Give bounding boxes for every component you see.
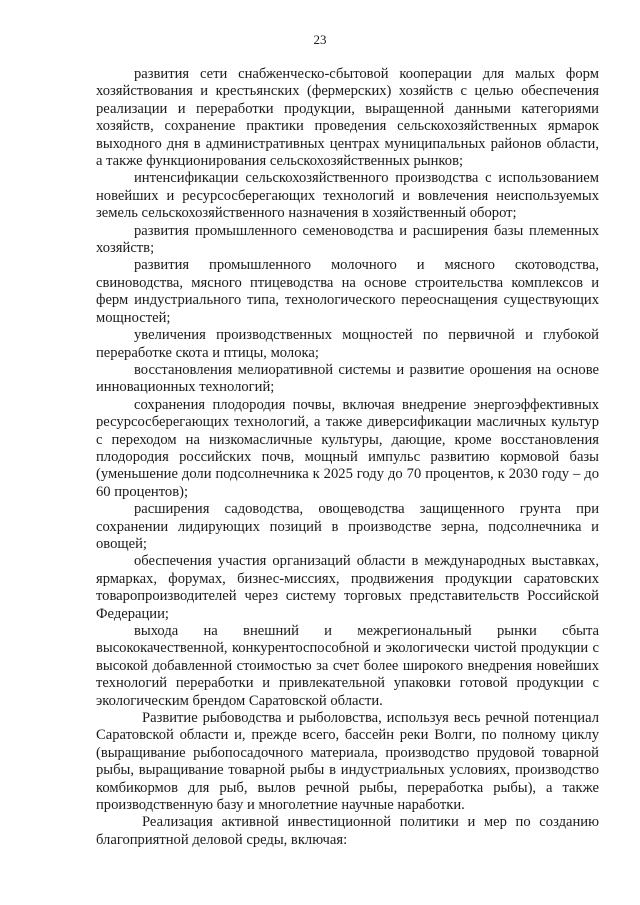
paragraph-external-markets: выхода на внешний и межрегиональный рынки сбыта высококачественной, конкурентоспособной и экологически чистой продукции с высокой добавленной стоимостью за счет более широкого внедрения новейших технологий переработки и привлекательной упаковки готовой продукции с экологическим брендом Саратовской области. (96, 623, 599, 709)
paragraph-seed-production: развития промышленного семеноводства и расширения базы племенных хозяйств; (96, 222, 599, 257)
paragraph-melioration: восстановления мелиоративной системы и развитие орошения на основе инновационных технологий; (96, 361, 599, 396)
paragraph-livestock: развития промышленного молочного и мясного скотоводства, свиноводства, мясного птицеводства на основе строительства комплексов и ферм индустриального типа, технологического переоснащения существующих мощностей; (96, 257, 599, 326)
paragraph-intensification: интенсификации сельскохозяйственного производства с использованием новейших и ресурсосберегающих технологий и вовлечения неиспользуемых земель сельскохозяйственного назначения в хозяйственный оборот; (96, 170, 599, 222)
paragraph-international-exhibitions: обеспечения участия организаций области в международных выставках, ярмарках, форумах, бизнес-миссиях, продвижения продукции саратовских товаропроизводителей через систему торговых представительств Российской Федерации; (96, 553, 599, 622)
paragraph-cooperation: развития сети снабженческо-сбытовой кооперации для малых форм хозяйствования и крестьянских (фермерских) хозяйств с целью обеспечения реализации и переработки продукции, выращенной данными категориями хозяйств, сохранение практики проведения сельскохозяйственных ярмарок выходного дня в административных центрах муниципальных районов области, а также функционирования сельскохозяйственных рынков; (96, 66, 599, 170)
paragraph-fish-farming: Развитие рыбоводства и рыболовства, используя весь речной потенциал Саратовской области и, прежде всего, бассейн реки Волги, по полному циклу (выращивание рыбопосадочного материала, производство прудовой товарной рыбы, выращивание товарной рыбы в индустриальных условиях, производство комбикормов для рыб, вылов речной рыбы, переработка рыбы), а также производственную базу и многолетние научные наработки. (96, 710, 599, 814)
paragraph-soil-fertility: сохранения плодородия почвы, включая внедрение энергоэффективных ресурсосберегающих технологий, а также диверсификации масличных культур с переходом на низкомасличные культуры, дающие, кроме восстановления плодородия российских почв, мощный импульс развитию кормовой базы (уменьшение доли подсолнечника к 2025 году до 70 процентов, к 2030 году – до 60 процентов); (96, 396, 599, 500)
paragraph-investment-policy: Реализация активной инвестиционной политики и мер по созданию благоприятной деловой среды, включая: (96, 814, 599, 848)
paragraph-processing-capacity: увеличения производственных мощностей по первичной и глубокой переработке скота и птицы, молока; (96, 327, 599, 361)
document-body (96, 66, 599, 849)
paragraph-horticulture: расширения садоводства, овощеводства защищенного грунта при сохранении лидирующих позиций в производстве зерна, подсолнечника и овощей; (96, 501, 599, 552)
page-number: 23 (313, 32, 327, 47)
